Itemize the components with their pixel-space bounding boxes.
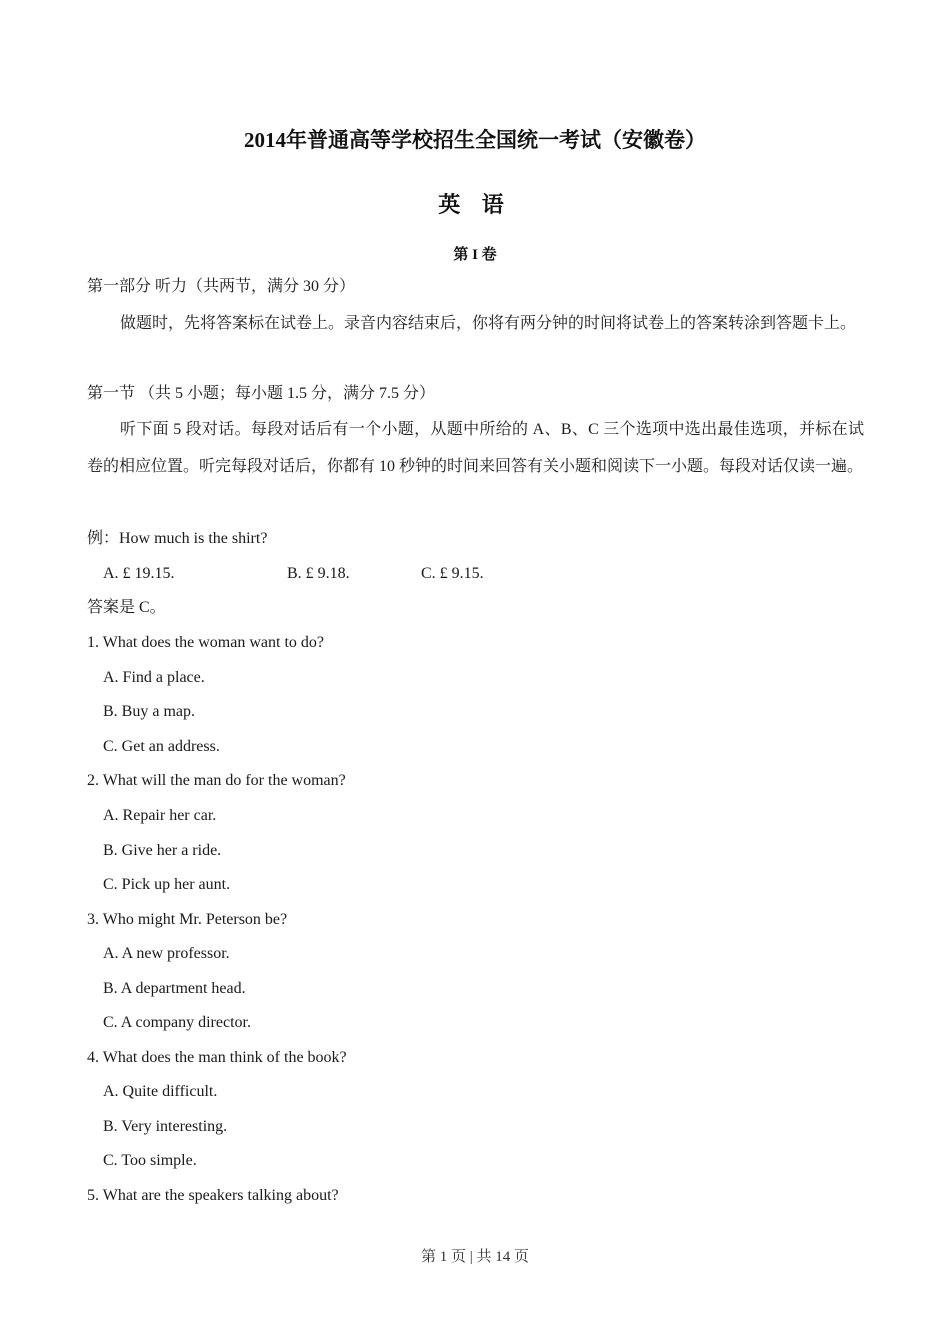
question-1-option-a: A. Find a place.: [103, 669, 205, 686]
example-option-b: B. £ 9.18.: [287, 565, 350, 582]
volume-heading: 第 I 卷: [453, 247, 497, 263]
part1-heading: 第一部分 听力（共两节，满分 30 分）: [87, 278, 356, 295]
question-2-option-b: B. Give her a ride.: [103, 842, 222, 859]
example-option-a: A. £ 19.15.: [103, 565, 175, 582]
question-4: 4. What does the man think of the book?: [87, 1049, 347, 1066]
section1-instructions: 听下面 5 段对话。每段对话后有一个小题，从题中所给的 A、B、C 三个选项中选出最佳选项，并标在试卷的相应位置。听完每段对话后，你都有 10 秒钟的时间来回答有关小题和阅读下一小题。每段对话仅读一遍。: [87, 421, 864, 475]
question-2-option-a: A. Repair her car.: [103, 807, 217, 824]
question-4-option-b: B. Very interesting.: [103, 1118, 228, 1135]
question-1-option-c: C. Get an address.: [103, 738, 220, 755]
question-2-option-c: C. Pick up her aunt.: [103, 876, 231, 893]
page-footer: 第 1 页 | 共 14 页: [420, 1249, 529, 1265]
question-3: 3. Who might Mr. Peterson be?: [87, 911, 288, 928]
question-1: 1. What does the woman want to do?: [87, 634, 324, 651]
question-2: 2. What will the man do for the woman?: [87, 772, 346, 789]
page-title: 2014年普通高等学校招生全国统一考试（安徽卷）: [244, 128, 706, 152]
subject-heading: 英 语: [438, 192, 512, 217]
question-3-option-a: A. A new professor.: [103, 945, 230, 962]
example-answer: 答案是 C。: [87, 599, 166, 616]
part1-instructions: 做题时，先将答案标在试卷上。录音内容结束后，你将有两分钟的时间将试卷上的答案转涂到答题卡上。: [120, 315, 857, 332]
question-1-option-b: B. Buy a map.: [103, 703, 195, 720]
question-3-option-c: C. A company director.: [103, 1014, 251, 1031]
question-3-option-b: B. A department head.: [103, 980, 246, 997]
example-option-c: C. £ 9.15.: [421, 565, 484, 582]
question-5: 5. What are the speakers talking about?: [87, 1187, 339, 1204]
question-4-option-a: A. Quite difficult.: [103, 1083, 218, 1100]
question-4-option-c: C. Too simple.: [103, 1152, 197, 1169]
example-question: 例：How much is the shirt?: [87, 530, 268, 547]
section1-heading: 第一节 （共 5 小题；每小题 1.5 分，满分 7.5 分）: [87, 385, 436, 402]
